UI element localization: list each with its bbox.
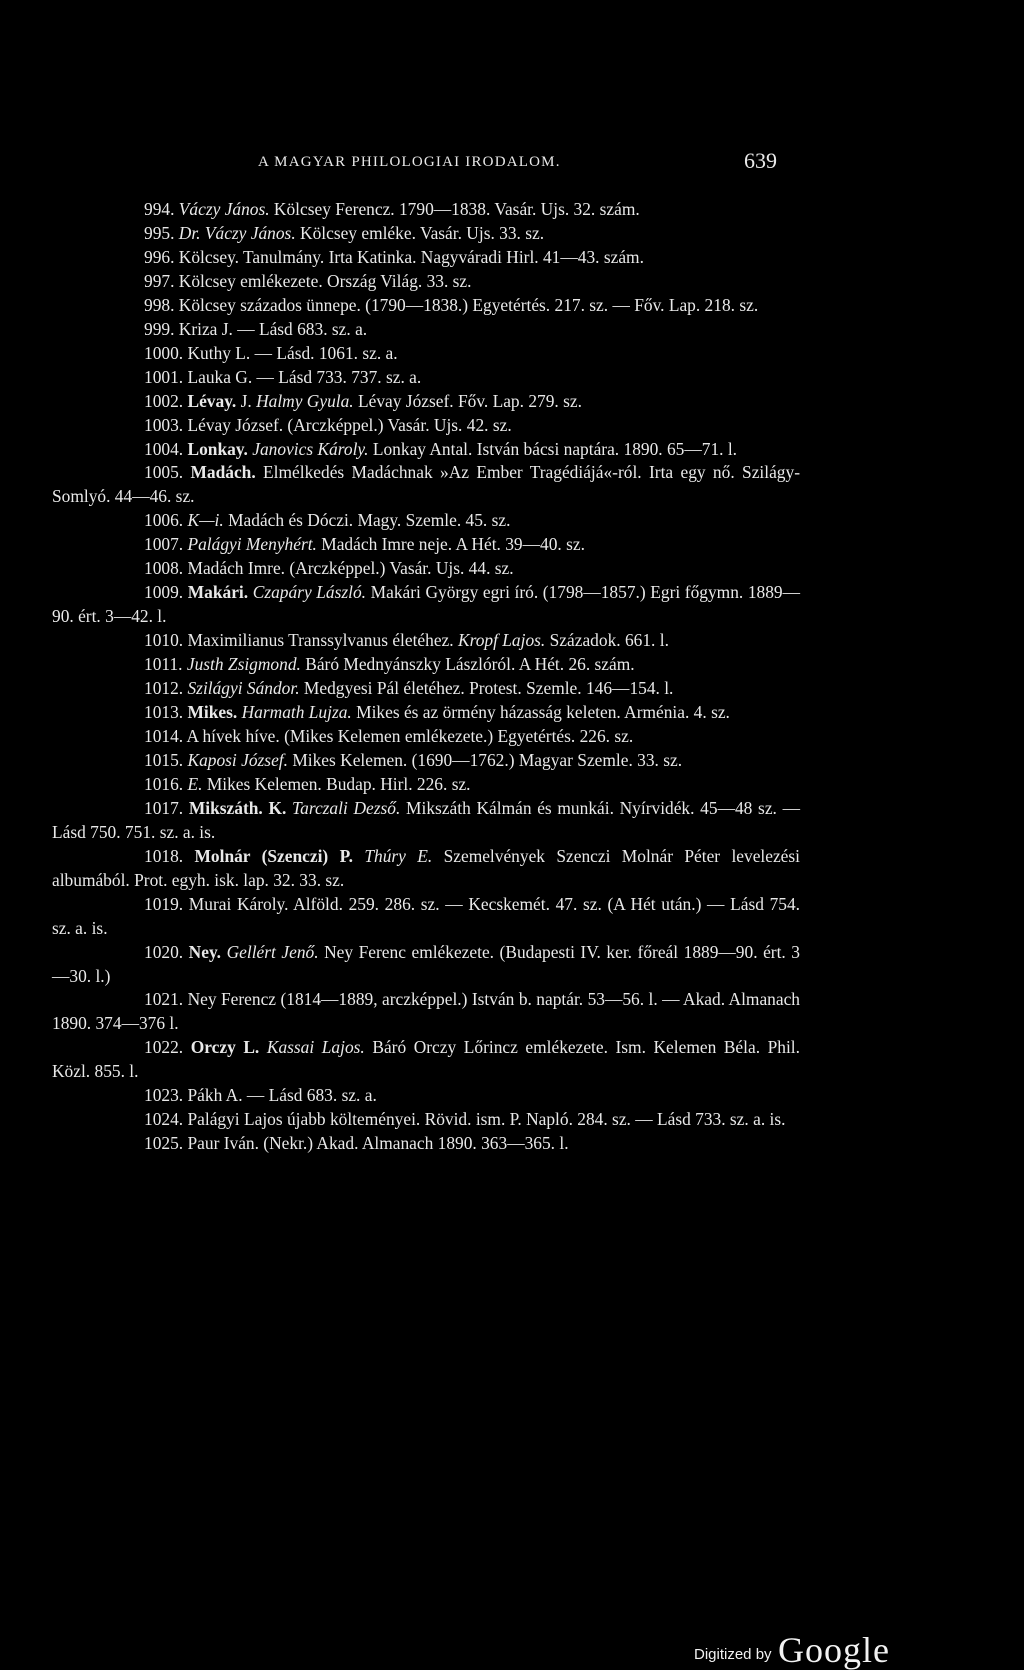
bibliography-entry [52,629,800,653]
entry-text: J. [236,390,257,411]
page-header [0,148,1024,178]
bibliography-entry [52,893,800,941]
entry-text: 1004. [144,438,188,459]
page-number: 639 [744,148,777,173]
entry-text: 1020. [144,941,189,962]
entry-text: 1008. Madách Imre. (Arczképpel.) Vasár. Ujs. 44. sz. [144,558,514,579]
entry-text [259,1037,267,1057]
entry-text: Mikes és az örmény házasság keleten. Arménia. 4. sz. [351,702,730,723]
entry-author: Dr. Váczy János. [178,222,296,243]
entry-author: Váczy János. [178,199,270,219]
google-logo: Google [778,1630,890,1670]
entry-text: 999. Kriza J. — Lásd 683. sz. a. [144,318,368,339]
entry-text: Ney Ferenc emlékezete. (Budapesti IV. ker. főreál 1889—90. ért. 3—30. l.) [52,941,800,986]
entry-subject: Lonkay. [187,438,248,459]
entry-subject: Molnár (Szenczi) P. [194,845,353,866]
bibliography-entry [52,653,800,677]
entry-text [353,846,364,866]
entry-text: 1010. Maximilianus Transsylvanus életéhez. [144,630,458,651]
entry-author: K—i. [187,510,224,531]
bibliography-entry [52,222,800,246]
entry-text: 1001. Lauka G. — Lásd 733. 737. sz. a. [144,366,422,387]
entry-subject: Lévay. [187,390,237,411]
entry-author: Czapáry László. [252,582,367,603]
entry-text: 1013. [144,702,188,723]
entry-text: 1025. Paur Iván. (Nekr.) Akad. Almanach 1890. 363—365. l. [144,1133,569,1154]
bibliography-entry [52,461,800,509]
entry-text: 1014. A hívek híve. (Mikes Kelemen emlékezete.) Egyetértés. 226. sz. [144,725,634,746]
entry-text: 1018. [144,845,195,866]
entry-text: 1024. Palágyi Lajos újabb költeményei. Rövid. ism. P. Napló. 284. sz. — Lásd 733. sz. a. is. [144,1109,786,1130]
entry-text: Báró Orczy Lőrincz emlékezete. Ism. Kelemen Béla. Phil. Közl. 855. l. [52,1037,800,1082]
bibliography-entry [52,270,800,294]
entry-subject: Orczy L. [190,1037,260,1058]
bibliography-entry [52,701,800,725]
bibliography-entry [52,988,800,1036]
bibliography-entry [52,1084,800,1108]
entry-author: Gellért Jenő. [226,941,319,962]
entry-author: Janovics Károly. [252,438,369,459]
bibliography-entry [52,533,800,557]
bibliography-entry [52,246,800,270]
bibliography-entry [52,725,800,749]
entry-text: Mikszáth Kálmán és munkái. Nyírvidék. 45—48 sz. — Lásd 750. 751. sz. a. is. [52,797,800,842]
entry-text: 1022. [144,1037,191,1058]
entry-author: Thúry E. [364,845,433,866]
entry-text: Kölcsey Ferencz. 1790—1838. Vasár. Ujs. 32. szám. [269,199,640,219]
entry-author: Justh Zsigmond. [186,654,301,675]
entry-subject: Mikes. [187,702,238,723]
entry-text: 995. [144,222,179,243]
digitized-footer [694,1630,1024,1670]
bibliography-entry [52,366,800,390]
entry-text: 1019. Murai Károly. Alföld. 259. 286. sz. — Kecskemét. 47. sz. (A Hét után.) — Lásd 754. sz. a. is. [52,893,800,938]
entry-author: Harmath Lujza. [241,702,352,723]
entry-text: 1015. [144,749,188,770]
entry-author: Tarczali Dezső. [292,797,401,818]
entry-text: Elmélkedés Madáchnak »Az Ember Tragédiájá«-ról. Irta egy nő. Szilágy-Somlyó. 44—46. sz. [52,462,800,507]
entry-subject: Makári. [187,582,249,603]
bibliography-entry [52,294,800,318]
entry-text: Báró Mednyánszky Lászlóról. A Hét. 26. szám. [300,654,635,675]
entry-text: Medgyesi Pál életéhez. Protest. Szemle. 146—154. l. [299,678,674,699]
entry-text: 996. Kölcsey. Tanulmány. Irta Katinka. Nagyváradi Hirl. 41—43. szám. [144,246,644,267]
entry-subject: K. [268,797,287,818]
bibliography-entry [52,318,800,342]
bibliography-entry [52,581,800,629]
bibliography-entry [52,749,800,773]
bibliography-entry [52,1036,800,1084]
bibliography-entry [52,797,800,845]
entry-text: 1012. [144,678,188,699]
bibliography-entry [52,438,800,462]
entry-text: Makári György egri író. (1798—1857.) Egri főgymn. 1889—90. ért. 3—42. l. [52,582,800,627]
bibliography-entry [52,557,800,581]
entry-text: Századok. 661. l. [545,630,669,651]
entry-author: Szilágyi Sándor. [187,678,300,699]
entry-text: 998. Kölcsey százados ünnepe. (1790—1838.) Egyetértés. 217. sz. — Főv. Lap. 218. sz. [144,294,759,315]
entry-text: 994. [144,199,179,219]
bibliography-entry [52,342,800,366]
entry-author: Kropf Lajos. [457,630,546,651]
entry-author: Halmy Gyula. [256,390,354,411]
entry-text: Kölcsey emléke. Vasár. Ujs. 33. sz. [295,222,545,243]
entry-subject: Madách. [190,462,256,483]
entry-text: 1005. [144,462,191,483]
bibliography-entry [52,677,800,701]
bibliography-entry [52,773,800,797]
entry-author: E. [187,773,203,794]
bibliography-entry [52,509,800,533]
bibliography-entry [52,1108,800,1132]
entry-text: 1011. [144,654,187,675]
entry-text: 1003. Lévay József. (Arczképpel.) Vasár. Ujs. 42. sz. [144,414,512,435]
bibliography-entry [52,845,800,893]
entry-text: Madách Imre neje. A Hét. 39—40. sz. [316,534,585,555]
entry-text: 1016. [144,773,188,794]
entry-text: Mikes Kelemen. (1690—1762.) Magyar Szemle. 33. sz. [287,749,683,770]
bibliography-entry [52,1132,800,1156]
entry-text: 1017. [144,797,189,818]
bibliography-entry [52,414,800,438]
entry-author: Kassai Lajos. [266,1037,365,1058]
entry-text: 1009. [144,582,188,603]
bibliography-entry [52,941,800,989]
entry-text: 997. Kölcsey emlékezete. Ország Világ. 33. sz. [144,270,472,291]
bibliography-entry [52,198,800,222]
running-head: A MAGYAR PHILOLOGIAI IRODALOM. [258,154,561,170]
bibliography-list [52,198,800,1156]
entry-author: Palágyi Menyhért. [187,534,317,555]
entry-text: 1006. [144,510,188,531]
entry-subject: Ney. [188,941,222,962]
digitized-label: Digitized by [694,1646,772,1663]
entry-text: Lonkay Antal. István bácsi naptára. 1890. 65—71. l. [368,438,738,459]
entry-text: Mikes Kelemen. Budap. Hirl. 226. sz. [202,773,471,794]
bibliography-entry [52,390,800,414]
entry-text: 1002. [144,390,188,411]
entry-text: 1023. Pákh A. — Lásd 683. sz. a. [144,1085,377,1106]
entry-text: 1021. Ney Ferencz (1814—1889, arczképpel.) István b. naptár. 53—56. l. — Akad. Almanach 1890. 374—376 l. [52,989,800,1034]
entry-text: 1000. Kuthy L. — Lásd. 1061. sz. a. [144,342,398,363]
entry-text: Szemelvények Szenczi Molnár Péter levelezési albumából. Prot. egyh. isk. lap. 32. 33. sz. [52,845,800,890]
entry-author: Kaposi József. [187,749,288,770]
entry-text: Madách és Dóczi. Magy. Szemle. 45. sz. [223,510,511,531]
entry-subject: Mikszáth. [188,797,263,818]
entry-text: 1007. [144,534,188,555]
entry-text: Lévay József. Főv. Lap. 279. sz. [353,390,582,411]
